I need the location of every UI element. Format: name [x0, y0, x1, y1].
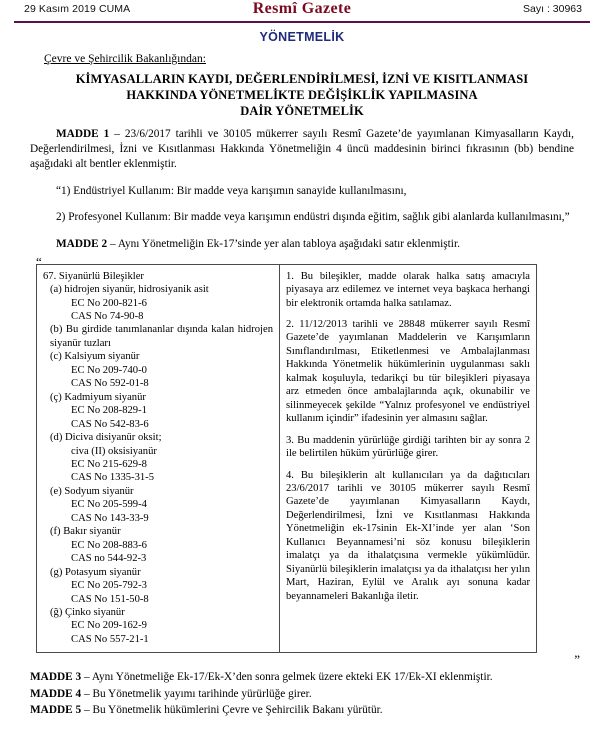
inserted-table [36, 264, 537, 654]
closing-article-label: MADDE 5 [30, 704, 82, 717]
closing-article [30, 669, 574, 685]
substance-entry-list [43, 283, 273, 646]
quote-open-mark: “ [36, 253, 42, 269]
closing-article-text: – Bu Yönetmelik yayımı tarihinde yürürlüğe girer. [81, 687, 312, 700]
substance-entry: CAS No 143-33-9 [71, 512, 149, 524]
closing-article [30, 686, 574, 702]
closing-article [30, 702, 574, 718]
table-row [37, 264, 537, 653]
madde-2-text: – Aynı Yönetmeliğin Ek-17’sinde yer alan tabloya aşağıdaki satır eklenmiştir. [107, 237, 460, 250]
substance-entry: civa (II) oksisiyanür [71, 445, 157, 457]
substance-entry: (f) Bakır siyanür [50, 526, 121, 538]
closing-article-label: MADDE 4 [30, 687, 82, 700]
substance-group-heading: 67. Siyanürlü Bileşikler [43, 270, 144, 282]
regulation-title-line-3: DAİR YÖNETMELİK [240, 104, 364, 118]
substance-entry: CAS No 557-21-1 [71, 633, 149, 645]
masthead [0, 0, 604, 22]
substance-entry: (g) Potasyum siyanür [50, 566, 141, 578]
substance-entry: CAS No 74-90-8 [71, 311, 144, 322]
substance-entry: CAS no 544-92-3 [71, 553, 147, 565]
substance-entry: (ğ) Çinko siyanür [50, 606, 125, 618]
substance-entry: EC No 209-740-0 [71, 364, 147, 376]
regulation-title [30, 71, 574, 119]
substance-entry: CAS No 1335-31-5 [71, 472, 154, 484]
document-body [0, 53, 604, 668]
masthead-divider-rule [14, 21, 590, 23]
section-label: YÖNETMELİK [259, 30, 345, 44]
restriction-condition: 4. Bu bileşiklerin alt kullanıcıları ya da dağıtıcıları 23/6/2017 tarihli ve 30105 mükerrer sayılı Resmî Gazete’de yayımlanan Kimyasalların Kaydı, Değerlendirilmesi, İzni ve Kısıtlanması Hakkında Yönetmeliğin ek-17sinin Ek-XI’inde yer alan ‘Son Kullanıcı Beyannamesi’ni söz konusu bileşiklerin imalatçı ya da ithalatçısına vermekle yükümlüdür. Siyanürlü bileşiklerin imalatçısı ya da ithalatçısı her yılın Mart, Haziran, Eylül ve Aralık ayı sonuna kadar beyannameleri Bakanlığa iletir. [286, 469, 530, 602]
masthead-issue-number: Sayı : 30963 [523, 3, 582, 15]
masthead-title: Resmî Gazete [252, 0, 352, 17]
closing-articles [0, 669, 604, 718]
table-cell-substances [37, 264, 280, 653]
substance-entry: (b) Bu girdide tanımlananlar dışında kalan hidrojen siyanür tuzları [50, 324, 273, 349]
madde-1-label: MADDE 1 [56, 128, 110, 140]
madde-1-item-1: “1) Endüstriyel Kullanım: Bir madde veya karışımın sanayide kullanılmasını, [56, 184, 407, 197]
substance-entry: EC No 209-162-9 [71, 620, 147, 632]
substance-entry: CAS No 592-01-8 [71, 378, 149, 390]
substance-entry: EC No 208-829-1 [71, 405, 147, 417]
restriction-conditions-list [286, 270, 530, 603]
masthead-date: 29 Kasım 2019 CUMA [24, 3, 131, 15]
restriction-condition: 1. Bu bileşikler, madde olarak halka satış amacıyla piyasaya arz edilemez ve internet veya başkaca herhangi bir elektronik ortamda halka satılamaz. [286, 270, 530, 309]
substance-entry: EC No 215-629-8 [71, 458, 147, 470]
madde-1-item-2: 2) Profesyonel Kullanım: Bir madde veya karışımın endüstri dışında eğitim, sağlık gibi alanlarda kullanılmasını,” [56, 211, 570, 224]
substance-entry: EC No 205-792-3 [71, 580, 147, 592]
substance-entry: (e) Sodyum siyanür [50, 485, 134, 497]
substance-entry: (a) hidrojen siyanür, hidrosiyanik asit [50, 284, 209, 296]
closing-article-label: MADDE 3 [30, 671, 82, 684]
substance-entry: (d) Diciva disiyanür oksit; [50, 432, 162, 444]
madde-2-paragraph [30, 237, 574, 252]
substance-entry: CAS No 542-83-6 [71, 418, 149, 430]
madde-1-text: – 23/6/2017 tarihli ve 30105 mükerrer sayılı Resmî Gazete’de yayımlanan Kimyasalların Kaydı, Değerlendirilmesi, İzni ve Kısıtlanması Hakkında Yönetmeliğin 4 üncü maddesinin birinci fıkrasının (bb) bendine aşağıdaki alt bentler eklenmiştir. [30, 128, 574, 171]
regulation-title-line-1: KİMYASALLARIN KAYDI, DEĞERLENDİRİLMESİ, İZNİ VE KISITLANMASI [75, 72, 529, 86]
substance-entry: EC No 200-821-6 [71, 297, 147, 309]
restriction-condition: 3. Bu maddenin yürürlüğe girdiği tarihten bir ay sonra 2 ile belirtilen hüküm yürürlüğe girer. [286, 434, 530, 460]
substance-entry: (ç) Kadmiyum siyanür [50, 391, 146, 403]
substance-entry: (c) Kalsiyum siyanür [50, 351, 140, 363]
closing-article-text: – Aynı Yönetmeliğe Ek-17/Ek-X’den sonra gelmek üzere ekteki EK 17/Ek-XI eklenmiştir. [81, 671, 493, 684]
issuing-ministry: Çevre ve Şehircilik Bakanlığından: [44, 53, 206, 65]
substance-entry: CAS No 151-50-8 [71, 593, 149, 605]
substance-entry: EC No 205-599-4 [71, 499, 147, 511]
madde-2-label: MADDE 2 [56, 237, 108, 250]
substance-entry: EC No 208-883-6 [71, 539, 147, 551]
table-cell-conditions [280, 264, 537, 653]
inserted-table-wrapper [30, 253, 580, 668]
restriction-condition: 2. 11/12/2013 tarihli ve 28848 mükerrer sayılı Resmî Gazete’de yayımlanan Maddelerin ve Karışımların Sınıflandırılması, Etiketlenmesi ve Ambalajlanması Hakkında Yönetmelik hükümlerinin uygulanması saklı kalmak koşuluyla, tedarikçi bu tür bileşikleri piyasaya arz etmeden önce ambalajlarında açık, okunabilir ve silinmeyecek şekilde “Yalnız profesyonel ve endüstriyel kullanım içindir” ifadesinin yer almasını sağlar. [286, 319, 530, 425]
madde-1-paragraph [30, 127, 574, 172]
closing-article-text: – Bu Yönetmelik hükümlerini Çevre ve Şehircilik Bakanı yürütür. [81, 704, 383, 717]
quote-close-mark: ” [574, 652, 580, 668]
regulation-title-line-2: HAKKINDA YÖNETMELİKTE DEĞİŞİKLİK YAPILMASINA [126, 88, 478, 102]
